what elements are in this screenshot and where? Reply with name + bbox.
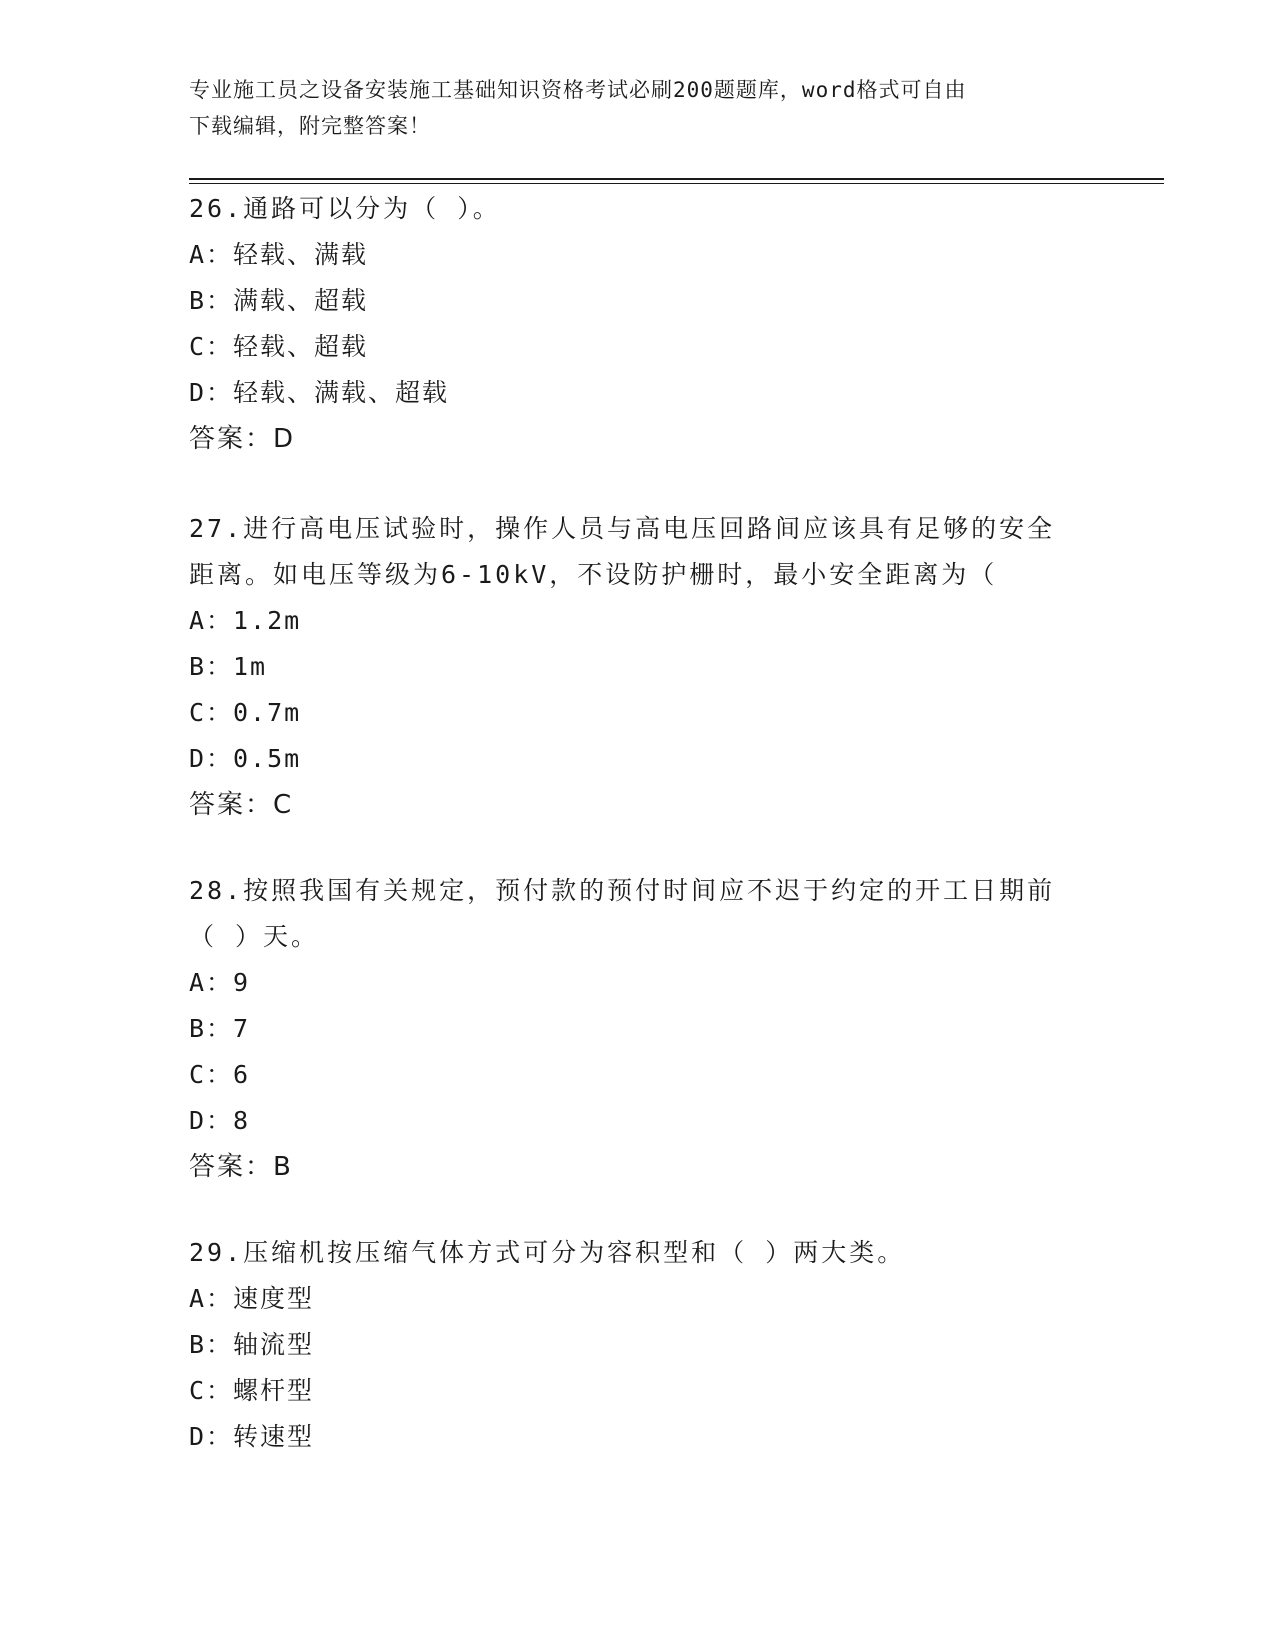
option-b bbox=[189, 278, 1089, 324]
answer: 答案：B bbox=[189, 1152, 293, 1182]
option-d bbox=[189, 370, 1089, 416]
option-text: 速度型 bbox=[233, 1284, 315, 1313]
option-b bbox=[189, 1322, 1089, 1368]
option-text: 轴流型 bbox=[233, 1330, 315, 1359]
question-26 bbox=[189, 186, 1089, 462]
option-key: B： bbox=[189, 1330, 234, 1359]
answer: 答案：D bbox=[189, 424, 296, 454]
question-stem-line-1: 28.按照我国有关规定，预付款的预付时间应不迟于约定的开工日期前 bbox=[189, 876, 1056, 905]
answer: 答案：C bbox=[189, 790, 294, 820]
option-key: C： bbox=[189, 1376, 234, 1405]
question-27 bbox=[189, 506, 1089, 828]
option-text: 满载、超载 bbox=[233, 286, 369, 315]
option-text: 转速型 bbox=[233, 1422, 315, 1451]
question-stem: 26.通路可以分为（ ）。 bbox=[189, 194, 501, 223]
option-text: 6 bbox=[233, 1060, 251, 1089]
option-b bbox=[189, 1006, 1089, 1052]
option-b bbox=[189, 644, 1089, 690]
option-key: B： bbox=[189, 1014, 234, 1043]
option-text: 螺杆型 bbox=[233, 1376, 315, 1405]
option-key: D： bbox=[189, 1422, 234, 1451]
option-key: C： bbox=[189, 1060, 234, 1089]
header-divider-thin bbox=[189, 183, 1164, 184]
option-text: 0.5m bbox=[233, 744, 302, 773]
header-line-2: 下载编辑，附完整答案！ bbox=[189, 114, 431, 138]
option-key: D： bbox=[189, 744, 234, 773]
option-key: C： bbox=[189, 698, 234, 727]
option-a bbox=[189, 1276, 1089, 1322]
question-29 bbox=[189, 1230, 1089, 1460]
option-key: A： bbox=[189, 240, 234, 269]
question-stem-line-2: 距离。如电压等级为6-10kV，不设防护栅时，最小安全距离为（ bbox=[189, 560, 998, 589]
option-text: 轻载、满载、超载 bbox=[233, 378, 450, 407]
option-d bbox=[189, 736, 1089, 782]
option-a bbox=[189, 960, 1089, 1006]
option-key: D： bbox=[189, 378, 234, 407]
option-d bbox=[189, 1098, 1089, 1144]
option-text: 轻载、满载 bbox=[233, 240, 369, 269]
option-key: B： bbox=[189, 652, 234, 681]
option-a bbox=[189, 232, 1089, 278]
option-text: 0.7m bbox=[233, 698, 302, 727]
question-28 bbox=[189, 868, 1089, 1190]
option-text: 9 bbox=[233, 968, 251, 997]
option-d bbox=[189, 1414, 1089, 1460]
header-divider-thick bbox=[189, 178, 1164, 180]
header-line-1: 专业施工员之设备安装施工基础知识资格考试必刷200题题库，word格式可自由 bbox=[189, 78, 967, 102]
option-text: 8 bbox=[233, 1106, 251, 1135]
option-key: A： bbox=[189, 606, 234, 635]
option-text: 1m bbox=[233, 652, 268, 681]
option-c bbox=[189, 324, 1089, 370]
option-text: 7 bbox=[233, 1014, 251, 1043]
document-header bbox=[189, 72, 1089, 144]
option-c bbox=[189, 1368, 1089, 1414]
question-stem: 29.压缩机按压缩气体方式可分为容积型和（ ）两大类。 bbox=[189, 1238, 906, 1267]
option-c bbox=[189, 1052, 1089, 1098]
question-stem-line-1: 27.进行高电压试验时，操作人员与高电压回路间应该具有足够的安全 bbox=[189, 514, 1056, 543]
option-a bbox=[189, 598, 1089, 644]
option-c bbox=[189, 690, 1089, 736]
question-stem-line-2: （ ）天。 bbox=[189, 922, 320, 951]
option-key: B： bbox=[189, 286, 234, 315]
option-text: 轻载、超载 bbox=[233, 332, 369, 361]
option-key: A： bbox=[189, 1284, 234, 1313]
option-key: A： bbox=[189, 968, 234, 997]
option-key: D： bbox=[189, 1106, 234, 1135]
option-key: C： bbox=[189, 332, 234, 361]
option-text: 1.2m bbox=[233, 606, 302, 635]
